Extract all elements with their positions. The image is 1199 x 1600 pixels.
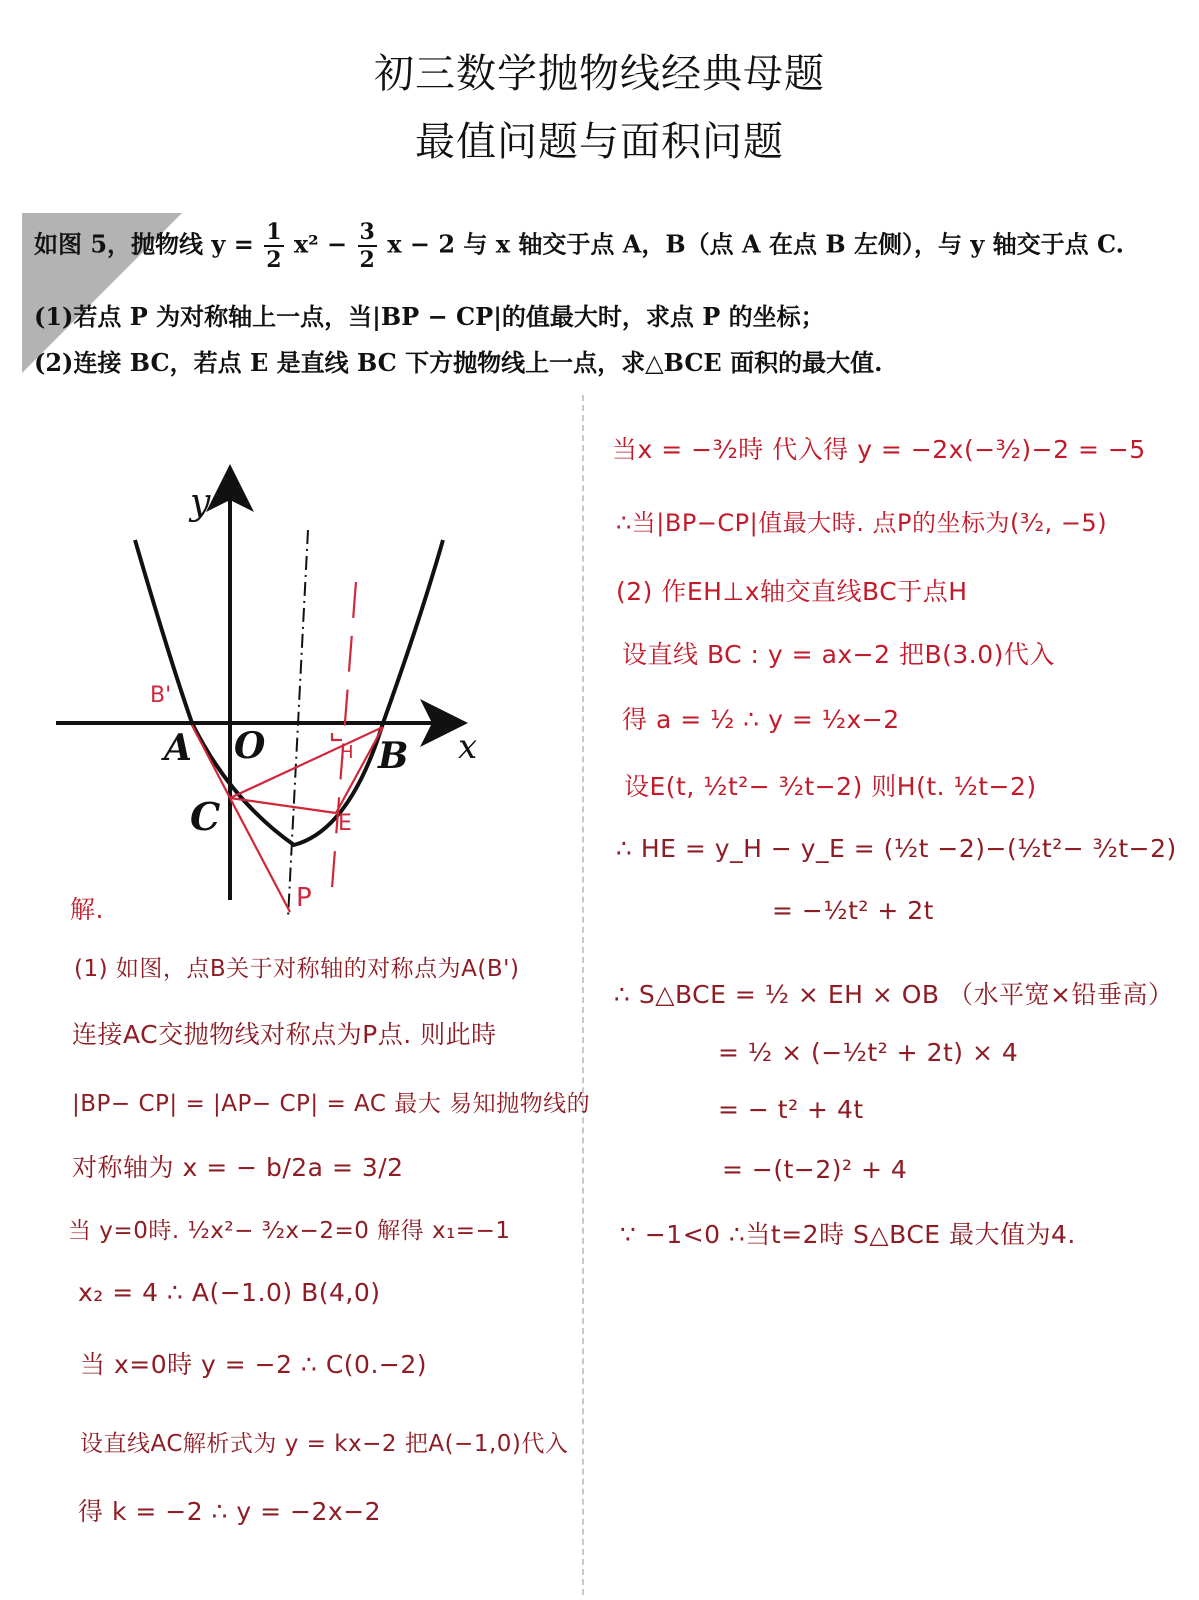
solution-right-line-5: 设E(t, ½t²− ³⁄₂t−2) 则H(t. ½t−2) [624, 772, 1037, 801]
solution-left-line-1: (1) 如图，点B关于对称轴的对称点为A(B') [74, 956, 520, 982]
solution-right-line-9: = ½ × (−½t² + 2t) × 4 [718, 1038, 1019, 1067]
solution-left-line-6: x₂ = 4 ∴ A(−1.0) B(4,0) [78, 1278, 381, 1307]
column-divider [582, 395, 584, 1595]
solution-right-line-11: = −(t−2)² + 4 [722, 1155, 908, 1184]
parabola-figure [40, 440, 520, 920]
solution-right-line-0: 当x = −³⁄₂時 代入得 y = −2x(−³⁄₂)−2 = −5 [612, 435, 1146, 464]
problem-part-2: (2)连接 BC，若点 E 是直线 BC 下方抛物线上一点，求△BCE 面积的最大值. [34, 348, 883, 377]
label-B-prime: B' [150, 683, 172, 708]
label-y: y [190, 482, 211, 523]
solution-left-line-5: 当 y=0時. ½x²− ³⁄₂x−2=0 解得 x₁=−1 [68, 1218, 511, 1244]
line-EH-dashed [332, 582, 356, 888]
problem-prefix: 如图 5，抛物线 y = [34, 229, 254, 259]
solution-left-line-0: 解. [70, 895, 104, 924]
segment-BE [336, 727, 383, 813]
problem-suffix: x − 2 与 x 轴交于点 A，B（点 A 在点 B 左侧），与 y 轴交于点 C. [387, 229, 1125, 259]
segment-AC [192, 725, 230, 798]
label-H: H [340, 742, 354, 763]
label-O: O [234, 725, 266, 767]
problem-part-1: (1)若点 P 为对称轴上一点，当|BP − CP|的值最大时，求点 P 的坐标； [34, 302, 825, 331]
solution-left-line-2: 连接AC交抛物线对称点为P点. 则此時 [72, 1020, 497, 1049]
fraction-three-halves: $\frac{3}{2}$ [359, 219, 375, 273]
solution-right-line-1: ∴当|BP−CP|值最大時. 点P的坐标为(³⁄₂, −5) [616, 509, 1108, 537]
fraction-half: $\frac{1}{2}$ [266, 219, 282, 273]
parabola-curve [135, 540, 443, 845]
solution-left-line-4: 对称轴为 x = − b/2a = 3/2 [72, 1153, 404, 1182]
label-E: E [338, 811, 352, 836]
solution-right-line-2: (2) 作EH⊥x轴交直线BC于点H [616, 577, 968, 606]
problem-line-1 [34, 221, 1124, 271]
solution-right-line-12: ∵ −1<0 ∴当t=2時 S△BCE 最大值为4. [620, 1220, 1076, 1249]
solution-right-line-7: = −½t² + 2t [772, 896, 934, 925]
problem-mid: x² − [293, 229, 348, 259]
document-title-line2: 最值问题与面积问题 [415, 119, 784, 165]
solution-left-line-7: 当 x=0時 y = −2 ∴ C(0.−2) [80, 1350, 427, 1379]
solution-right-line-4: 得 a = ½ ∴ y = ½x−2 [622, 705, 900, 734]
solution-right-line-6: ∴ HE = y_H − y_E = (½t −2)−(½t²− ³⁄₂t−2) [616, 834, 1177, 863]
document-title-line1: 初三数学抛物线经典母题 [374, 51, 825, 97]
label-A: A [164, 727, 192, 769]
solution-right-line-3: 设直线 BC : y = ax−2 把B(3.0)代入 [622, 640, 1055, 669]
solution-left-line-9: 得 k = −2 ∴ y = −2x−2 [78, 1497, 382, 1526]
solution-right-line-10: = − t² + 4t [718, 1095, 864, 1124]
solution-left-line-3: |BP− CP| = |AP− CP| = AC 最大 易知抛物线的 [72, 1091, 591, 1117]
solution-left-line-8: 设直线AC解析式为 y = kx−2 把A(−1,0)代入 [80, 1431, 569, 1457]
label-x: x [458, 727, 478, 767]
label-C: C [190, 794, 221, 839]
label-B: B [378, 735, 409, 777]
problem-statement [22, 215, 1192, 390]
right-angle-mark [332, 733, 342, 740]
label-P: P [296, 883, 312, 913]
solution-right-line-8: ∴ S△BCE = ½ × EH × OB （水平宽×铅垂高） [614, 980, 1174, 1009]
